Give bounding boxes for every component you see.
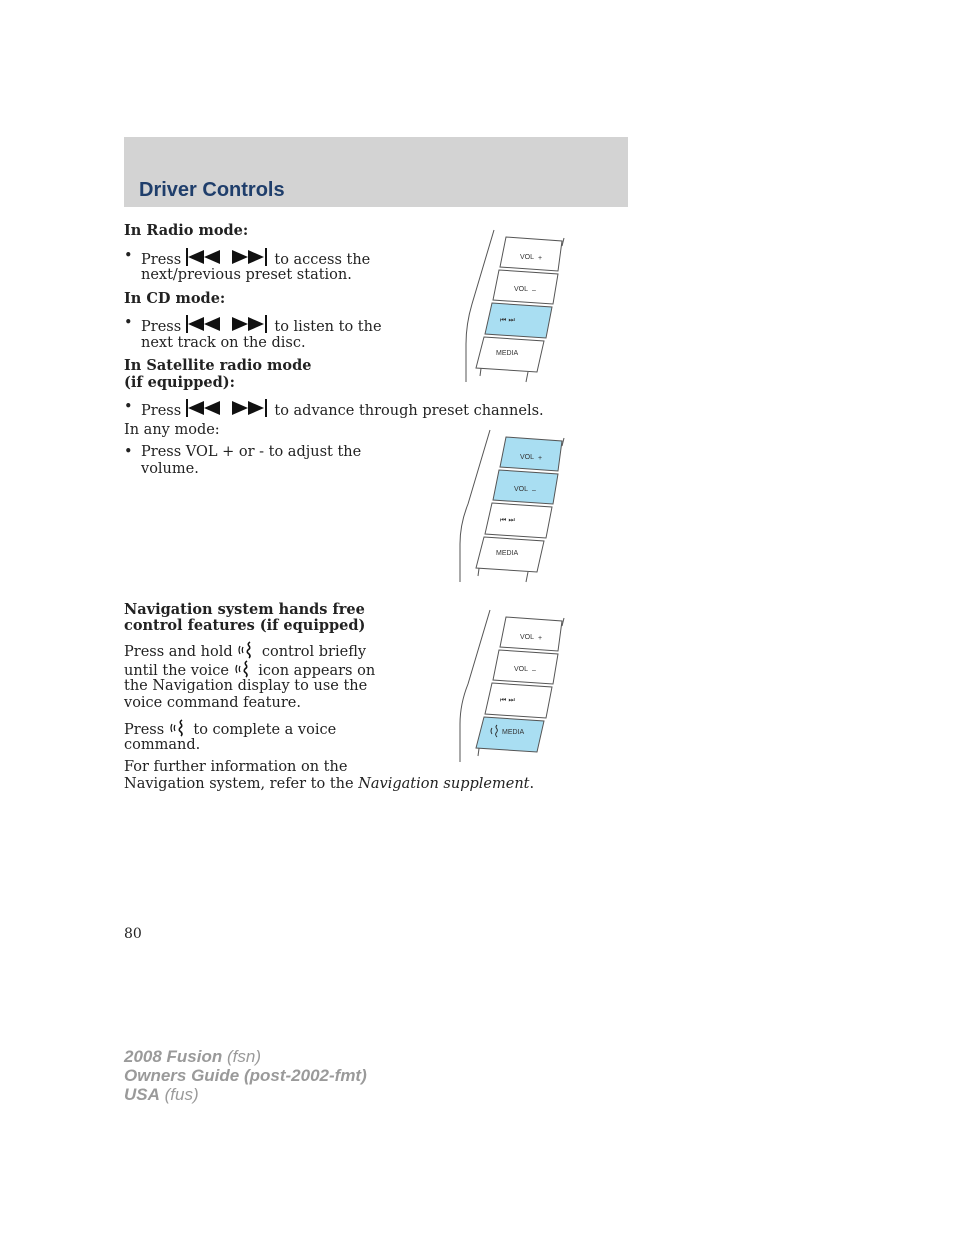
voice-icon [169, 719, 189, 737]
vol-plus-label: VOL [520, 454, 535, 461]
page-number: 80 [124, 926, 142, 942]
steering-controls-figure-seek [454, 224, 570, 384]
media-label: MEDIA [496, 550, 519, 557]
vol-plus-label: VOL [520, 254, 535, 261]
media-voice-button-highlighted [476, 717, 544, 752]
media-label: MEDIA [502, 729, 525, 736]
vol-plus-button [500, 237, 562, 271]
seek-prev-next-icon [186, 248, 270, 266]
bullet-dot: • [124, 315, 133, 331]
media-button [476, 337, 544, 372]
seek-buttons [485, 683, 552, 718]
footer-line-2: Owners Guide (post-2002-fmt) [124, 1066, 367, 1085]
vol-plus-button [500, 617, 562, 651]
any-mode-bullet-line2: volume. [141, 461, 199, 477]
vol-minus-button-highlighted [493, 470, 558, 504]
footer-line-1: 2008 Fusion (fsn) [124, 1047, 261, 1066]
vol-plus-label: VOL [520, 634, 535, 641]
cd-mode-bullet: Press to listen to the [141, 315, 382, 336]
bullet-dot: • [124, 399, 133, 415]
section-title: Driver Controls [139, 179, 285, 201]
vol-minus-button [493, 650, 558, 684]
any-mode-bullet: Press VOL + or - to adjust the [141, 444, 362, 460]
navigation-paragraph-1-line3: the Navigation display to use the [124, 678, 368, 694]
bullet-dot: • [124, 248, 133, 264]
voice-icon [237, 641, 257, 659]
footer-line-3: USA (fus) [124, 1085, 199, 1104]
navigation-paragraph-1-line4: voice command feature. [124, 695, 301, 711]
navigation-paragraph-3: For further information on the [124, 759, 348, 775]
seek-glyphs: ⏮ ⏭ [500, 696, 515, 704]
vol-minus-button [493, 270, 558, 304]
radio-mode-bullet: Press to access the [141, 248, 370, 269]
section-header [124, 137, 628, 207]
steering-controls-figure-volume [454, 424, 570, 584]
satellite-mode-bullet: Press to advance through preset channels. [141, 399, 544, 420]
seek-glyphs: ⏮ ⏭ [500, 516, 515, 524]
navigation-paragraph-2-line2: command. [124, 737, 201, 753]
seek-glyphs: ⏮ ⏭ [500, 316, 515, 324]
any-mode-intro: In any mode: [124, 422, 220, 438]
plus-label: + [538, 455, 543, 462]
steering-controls-figure-voice [454, 604, 570, 764]
navigation-paragraph-1: Press and hold control briefly [124, 641, 366, 661]
minus-label: – [532, 287, 536, 294]
cd-mode-heading: In CD mode: [124, 290, 226, 307]
seek-buttons [485, 503, 552, 538]
voice-icon [234, 660, 254, 678]
seek-buttons-highlighted [485, 303, 552, 338]
seek-prev-next-icon [186, 399, 270, 417]
vol-minus-label: VOL [514, 486, 529, 493]
satellite-mode-heading: In Satellite radio mode [124, 357, 312, 374]
media-button [476, 537, 544, 572]
seek-prev-next-icon [186, 315, 270, 333]
navigation-heading: Navigation system hands free [124, 601, 365, 618]
vol-plus-button-highlighted [500, 437, 562, 471]
plus-label: + [538, 255, 543, 262]
plus-label: + [538, 635, 543, 642]
vol-minus-label: VOL [514, 286, 529, 293]
navigation-heading-line2: control features (if equipped) [124, 617, 366, 634]
bullet-dot: • [124, 444, 133, 460]
media-label: MEDIA [496, 350, 519, 357]
navigation-paragraph-1-line2: until the voice icon appears on [124, 660, 375, 680]
radio-mode-heading: In Radio mode: [124, 222, 249, 239]
cd-mode-bullet-line2: next track on the disc. [141, 335, 306, 351]
vol-minus-label: VOL [514, 666, 529, 673]
navigation-paragraph-3-line2: Navigation system, refer to the Navigation supplement. [124, 776, 535, 792]
minus-label: – [532, 487, 536, 494]
navigation-paragraph-2: Press to complete a voice [124, 719, 336, 739]
document-footer [124, 1047, 367, 1104]
navigation-supplement-ref: Navigation supplement [358, 776, 530, 792]
radio-mode-bullet-line2: next/previous preset station. [141, 267, 352, 283]
minus-label: – [532, 667, 536, 674]
satellite-mode-heading-line2: (if equipped): [124, 374, 235, 391]
